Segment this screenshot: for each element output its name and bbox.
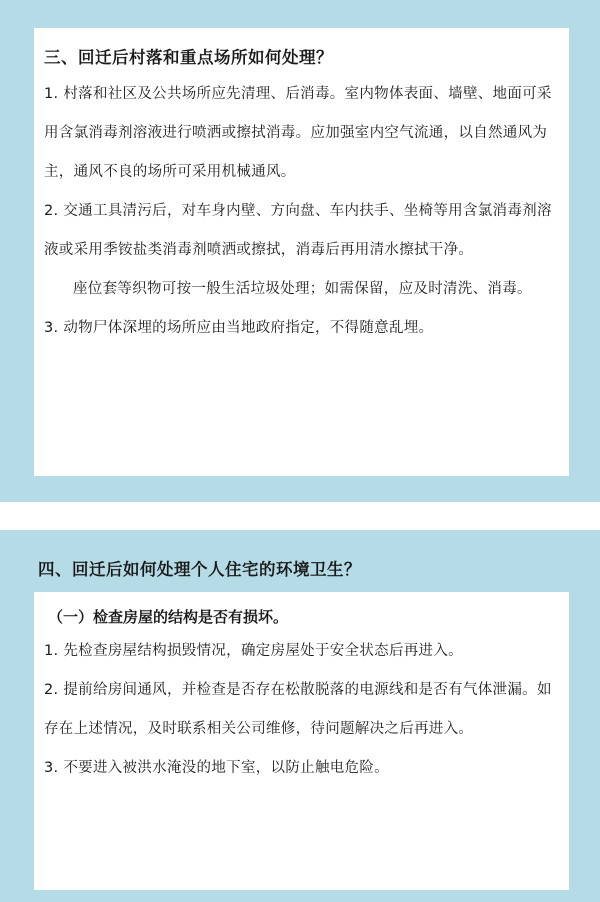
section-card-1 <box>34 28 569 476</box>
paragraph-2-2: 2. 提前给房间通风，并检查是否存在松散脱落的电源线和是否有气体泄漏。如存在上述情况，及时联系相关公司维修，待问题解决之后再进入。 <box>44 682 552 737</box>
section-panel-2 <box>0 530 600 902</box>
paragraph-2-1: 1. 先检查房屋结构损毁情况，确定房屋处于安全状态后再进入。 <box>44 643 463 659</box>
paragraph-2-3: 3. 不要进入被洪水淹没的地下室，以防止触电危险。 <box>44 760 389 776</box>
sub-title: （一）检查房屋的结构是否有损坏。 <box>48 608 289 626</box>
paragraph-1-1: 1. 村落和社区及公共场所应先清理、后消毒。室内物体表面、墙壁、地面可采用含氯消毒剂溶液进行喷洒或擦拭消毒。应加强室内空气流通，以自然通风为主，通风不良的场所可采用机械通风。 <box>44 86 552 180</box>
section-card-2 <box>34 592 569 890</box>
paragraph-1-3: 座位套等织物可按一般生活垃圾处理；如需保留，应及时清洗、消毒。 <box>73 281 532 297</box>
section-title-1: 三、回迁后村落和重点场所如何处理？ <box>44 48 333 67</box>
paragraph-1-4: 3. 动物尸体深埋的场所应由当地政府指定，不得随意乱埋。 <box>44 320 434 336</box>
paragraph-1-2: 2. 交通工具清污后，对车身内壁、方向盘、车内扶手、坐椅等用含氯消毒剂溶液或采用季铵盐类消毒剂喷洒或擦拭，消毒后再用清水擦拭干净。 <box>44 203 552 258</box>
section-title-2: 四、回迁后如何处理个人住宅的环境卫生？ <box>38 560 361 579</box>
